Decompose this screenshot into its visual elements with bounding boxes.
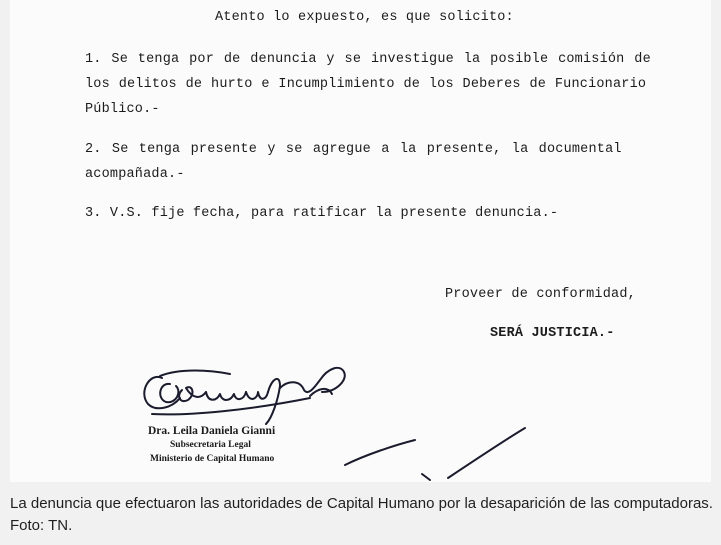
caption-text: La denuncia que efectuaron las autoridades de Capital Humano por la desaparición de las computadoras. [10, 495, 713, 512]
request-item-1-line-1: 1. Se tenga por de denuncia y se investigue la posible comisión de [85, 52, 651, 67]
request-intro: Atento lo expuesto, es que solicito: [215, 10, 514, 25]
request-item-3: 3. V.S. fije fecha, para ratificar la presente denuncia.- [85, 206, 559, 221]
signatory-ministry: Ministerio de Capital Humano [150, 454, 275, 464]
request-item-1-line-2: los delitos de hurto e Incumplimiento de los Deberes de Funcionario [85, 77, 647, 92]
document-scan [10, 0, 711, 482]
request-item-2-line-2: acompañada.- [85, 167, 185, 182]
signatory-name: Dra. Leila Daniela Gianni [148, 425, 276, 437]
request-item-1-line-3: Público.- [85, 102, 160, 117]
closing-phrase: Proveer de conformidad, [445, 287, 636, 302]
justice-phrase: SERÁ JUSTICIA.- [490, 326, 615, 341]
handwritten-signature [10, 0, 711, 482]
photo-caption [10, 493, 715, 537]
request-item-2-line-1: 2. Se tenga presente y se agregue a la presente, la documental [85, 142, 622, 157]
signatory-title: Subsecretaria Legal [170, 440, 251, 450]
caption-credit: Foto: TN. [10, 517, 73, 534]
